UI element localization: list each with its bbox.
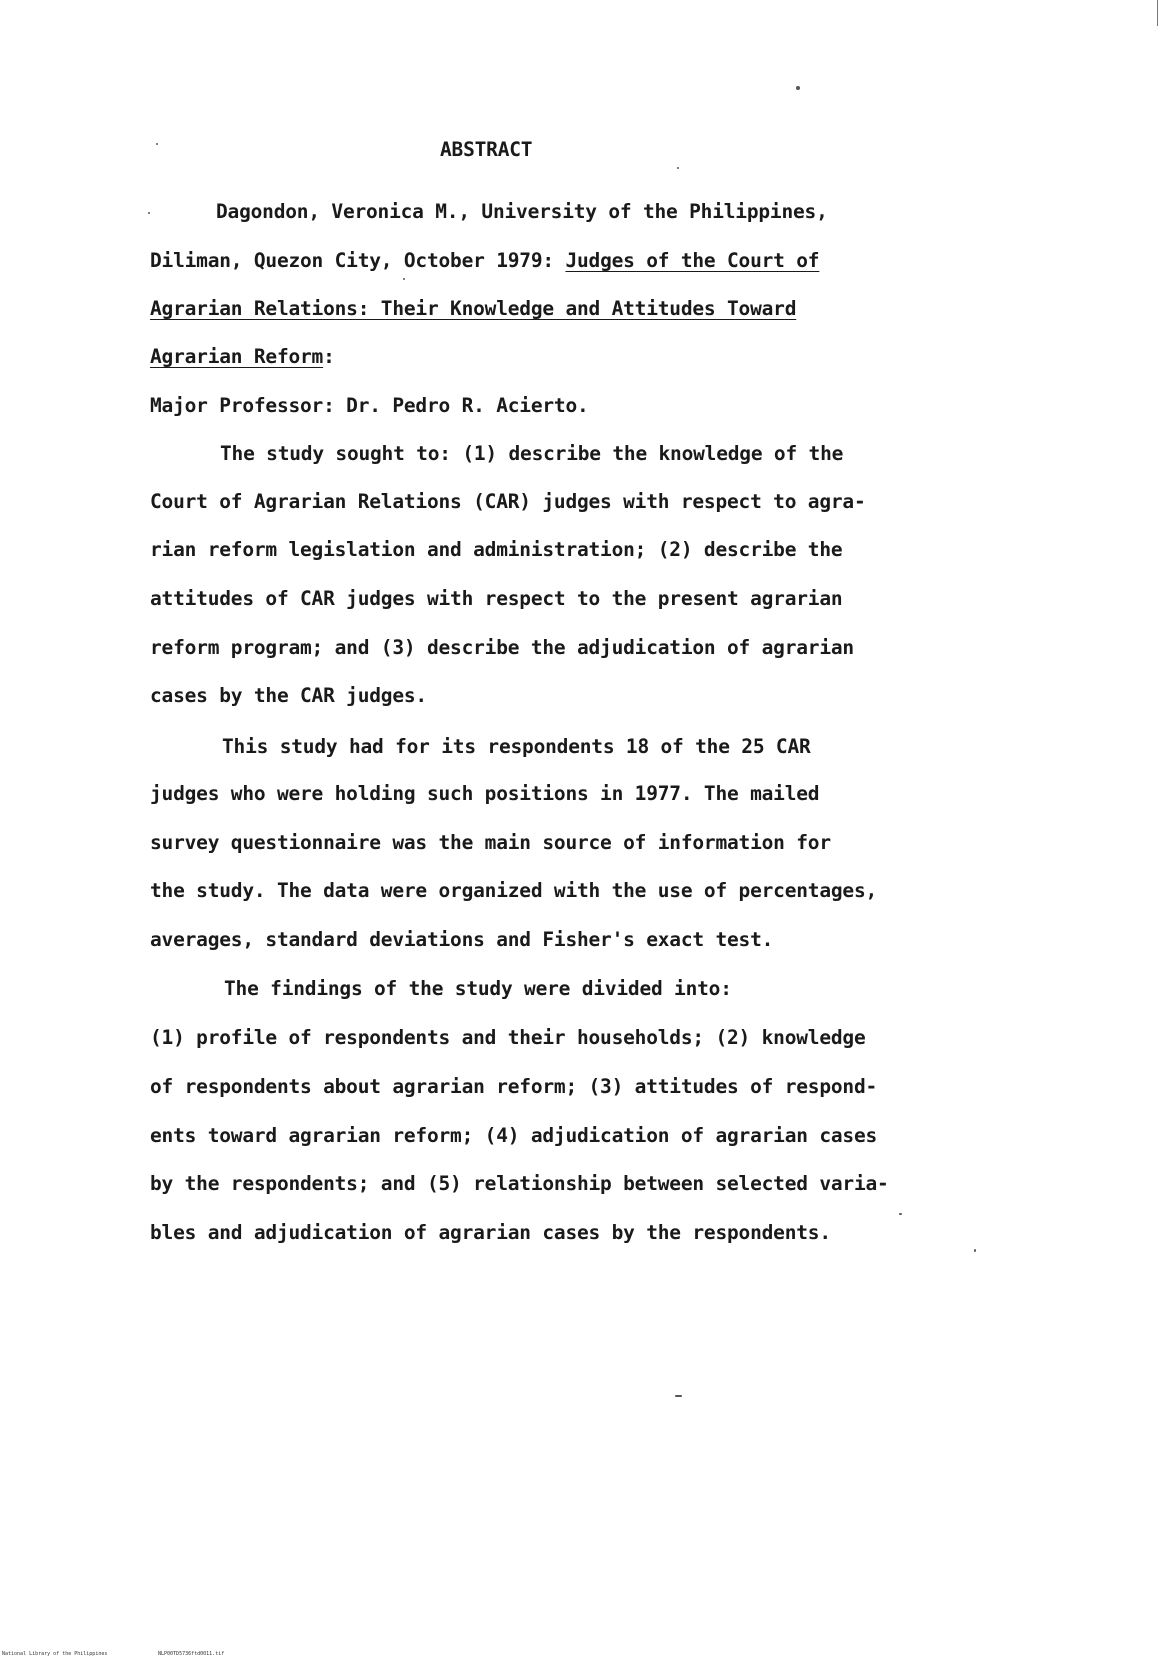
footer-library-name: National Library of the Philippines bbox=[2, 1651, 108, 1657]
thesis-title-part-3: Agrarian Reform bbox=[150, 345, 324, 368]
paragraph-3-line: ents toward agrarian reform; (4) adjudication of agrarian cases bbox=[150, 1124, 878, 1147]
paragraph-3-line: (1) profile of respondents and their households; (2) knowledge bbox=[150, 1026, 866, 1049]
scan-speck bbox=[677, 167, 679, 169]
scan-speck bbox=[675, 1395, 682, 1397]
paragraph-2-line: the study. The data were organized with the use of percentages, bbox=[150, 879, 878, 902]
paragraph-2-line: survey questionnaire was the main source of information for bbox=[150, 831, 831, 854]
paragraph-1-line: The study sought to: (1) describe the knowledge of the bbox=[220, 442, 844, 465]
scan-speck bbox=[899, 1213, 902, 1215]
scan-speck bbox=[974, 1249, 976, 1252]
citation-date: Diliman, Quezon City, October 1979: bbox=[150, 249, 554, 272]
citation-line-4 bbox=[150, 345, 335, 369]
citation-line-2 bbox=[150, 249, 819, 273]
scan-speck bbox=[796, 86, 800, 90]
paragraph-2-line: judges who were holding such positions in 1977. The mailed bbox=[150, 782, 820, 805]
scan-edge-mark bbox=[1157, 0, 1158, 26]
paragraph-3-line: of respondents about agrarian reform; (3) attitudes of respond- bbox=[150, 1075, 878, 1098]
major-professor: Major Professor: Dr. Pedro R. Acierto. bbox=[150, 394, 589, 417]
thesis-title-part-1: Judges of the Court of bbox=[565, 249, 820, 272]
footer-file-id: NLP00TD5736ftd0011.tif bbox=[158, 1651, 225, 1657]
thesis-title-part-2: Agrarian Relations: Their Knowledge and Attitudes Toward bbox=[150, 297, 797, 320]
paragraph-1-line: rian reform legislation and administration; (2) describe the bbox=[150, 538, 843, 561]
paragraph-2-line: averages, standard deviations and Fisher's exact test. bbox=[150, 928, 774, 951]
title-colon: : bbox=[323, 345, 335, 368]
paragraph-1-line: Court of Agrarian Relations (CAR) judges with respect to agra- bbox=[150, 490, 866, 513]
paragraph-3-line: bles and adjudication of agrarian cases by the respondents. bbox=[150, 1221, 831, 1244]
scan-speck bbox=[156, 143, 158, 145]
scan-speck bbox=[148, 212, 150, 214]
paragraph-3-line: by the respondents; and (5) relationship between selected varia- bbox=[150, 1172, 889, 1195]
paragraph-3-line: The findings of the study were divided into: bbox=[224, 977, 732, 1000]
paragraph-1-line: attitudes of CAR judges with respect to the present agrarian bbox=[150, 587, 843, 610]
paragraph-1-line: reform program; and (3) describe the adjudication of agrarian bbox=[150, 636, 854, 659]
paragraph-2-line: This study had for its respondents 18 of the 25 CAR bbox=[222, 735, 811, 758]
citation-line-1: Dagondon, Veronica M., University of the Philippines, bbox=[216, 200, 828, 223]
paragraph-1-line: cases by the CAR judges. bbox=[150, 684, 427, 707]
scan-speck bbox=[403, 278, 405, 280]
page-title: ABSTRACT bbox=[440, 138, 533, 161]
